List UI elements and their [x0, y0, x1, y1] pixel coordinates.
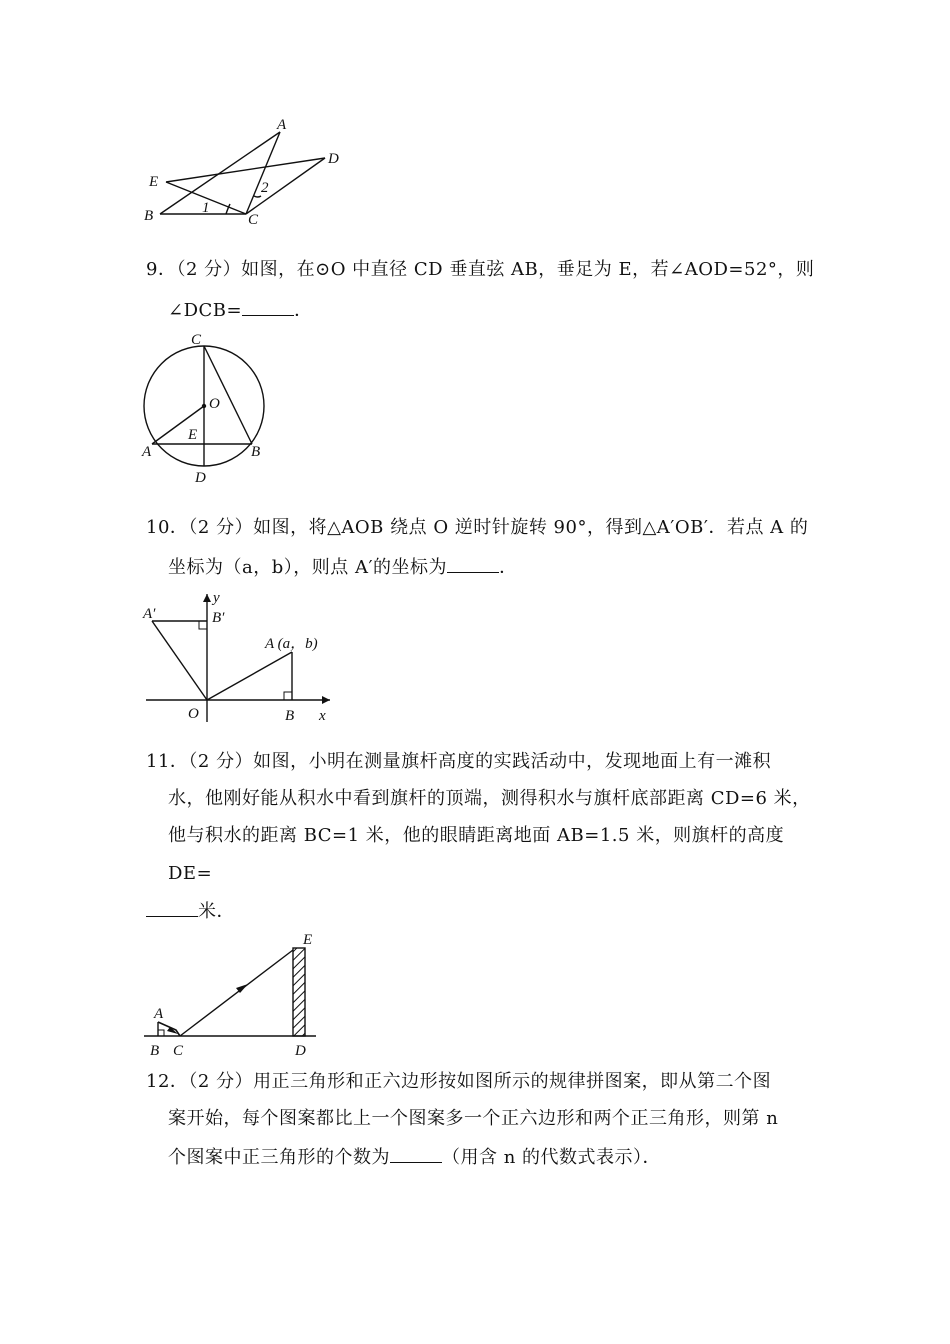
label-x: x: [319, 708, 326, 724]
figure-q9-circle: [138, 330, 273, 488]
q10-line1: 10．（2 分）如图，将△AOB 绕点 O 逆时针旋转 90°，得到△A′OB′．若点 A 的: [146, 517, 809, 538]
label-D: D: [195, 470, 206, 486]
label-angle-1: 1: [202, 200, 210, 216]
q10-answer-blank[interactable]: [447, 554, 499, 573]
label-A: A: [142, 444, 152, 460]
q11-line5-suffix: 米．: [198, 901, 235, 922]
q10-line2-prefix: 坐标为（a，b），则点 A′的坐标为: [168, 557, 448, 578]
q12-line3: [168, 1144, 661, 1170]
label-B-prime: B′: [212, 610, 225, 626]
q9-answer-blank[interactable]: [242, 297, 294, 316]
q11-line1: 11．（2 分）如图，小明在测量旗杆高度的实践活动中，发现地面上有一滩积: [146, 751, 772, 772]
label-O: O: [188, 706, 199, 722]
q12-line1: 12．（2 分）用正三角形和正六边形按如图所示的规律拼图案，即从第二个图: [146, 1071, 772, 1092]
label-D: D: [328, 151, 339, 167]
label-y: y: [213, 590, 220, 606]
label-C: C: [191, 332, 202, 348]
q9-line1: 9．（2 分）如图，在⊙O 中直径 CD 垂直弦 AB，垂足为 E，若∠AOD=52°，则: [146, 259, 815, 280]
q11-line4: DE=: [168, 863, 213, 884]
label-E: E: [149, 174, 159, 190]
label-C: C: [173, 1043, 184, 1059]
label-A: A: [277, 118, 287, 133]
label-A-prime: A′: [143, 606, 156, 622]
q9-line2-suffix: ．: [294, 300, 313, 321]
label-B: B: [285, 708, 295, 724]
q11-line5: [146, 898, 235, 924]
label-B: B: [150, 1043, 160, 1059]
q11-line3: 他与积水的距离 BC=1 米，他的眼睛距离地面 AB=1.5 米，则旗杆的高度: [168, 825, 785, 846]
figure-q11-flagpole: [140, 926, 325, 1064]
label-C: C: [248, 212, 259, 228]
q9-line2-prefix: ∠DCB=: [168, 300, 243, 321]
q11-line2: 水，他刚好能从积水中看到旗杆的顶端，测得积水与旗杆底部距离 CD=6 米，: [168, 788, 811, 809]
label-E: E: [188, 427, 198, 443]
label-E: E: [303, 932, 313, 948]
q12-line3-suffix: （用含 n 的代数式表示）．: [442, 1147, 662, 1168]
figure-q10-coordinate: [140, 588, 340, 728]
figure-q8: [140, 118, 360, 230]
q10-line2: [168, 554, 518, 580]
q12-line3-prefix: 个图案中正三角形的个数为: [168, 1147, 390, 1168]
q12-answer-blank[interactable]: [390, 1144, 442, 1163]
label-O: O: [209, 396, 220, 412]
label-B: B: [251, 444, 261, 460]
q10-line2-suffix: ．: [499, 557, 518, 578]
q9-line2: [168, 297, 313, 323]
q11-answer-blank[interactable]: [146, 898, 198, 917]
label-A-coordinate: A (a，b): [265, 636, 318, 652]
label-angle-2: 2: [261, 180, 269, 196]
label-B: B: [144, 208, 154, 224]
label-D: D: [295, 1043, 306, 1059]
q12-line2: 案开始，每个图案都比上一个图案多一个正六边形和两个正三角形，则第 n: [168, 1108, 779, 1129]
label-A: A: [154, 1006, 164, 1022]
